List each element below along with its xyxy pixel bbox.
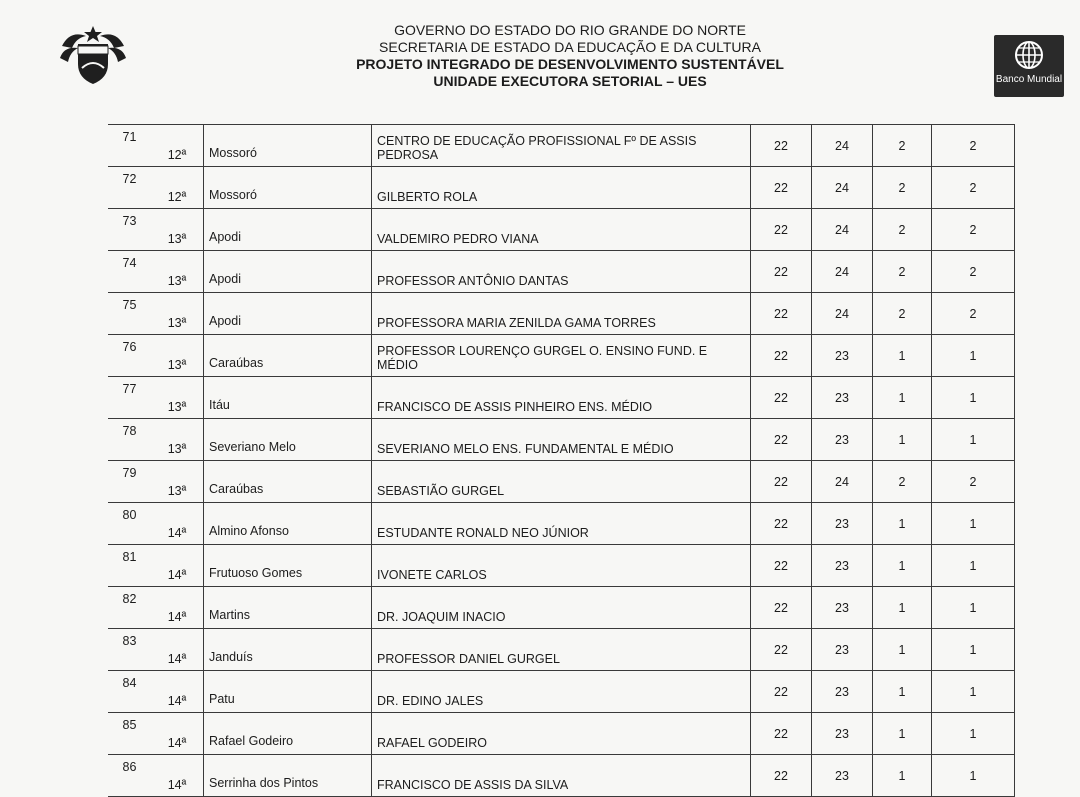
table-row [108,377,1015,419]
municipality-cell: Apodi [204,209,372,251]
document-header [0,0,1080,110]
regional-directorate-cell: 13ª [151,251,204,293]
school-name-cell: PROFESSOR DANIEL GURGEL [372,629,751,671]
value-2-cell: 24 [812,125,873,167]
school-name-cell: FRANCISCO DE ASSIS DA SILVA [372,755,751,797]
value-3-cell: 1 [873,755,932,797]
municipality-cell: Martins [204,587,372,629]
school-name-cell: VALDEMIRO PEDRO VIANA [372,209,751,251]
value-4-cell: 1 [932,671,1015,713]
row-number-cell: 75 [108,293,151,335]
value-4-cell: 2 [932,251,1015,293]
regional-directorate-cell: 12ª [151,167,204,209]
value-2-cell: 23 [812,587,873,629]
row-number-cell: 73 [108,209,151,251]
school-name-cell: ESTUDANTE RONALD NEO JÚNIOR [372,503,751,545]
value-1-cell: 22 [751,209,812,251]
value-4-cell: 2 [932,209,1015,251]
table-row [108,125,1015,167]
value-4-cell: 1 [932,503,1015,545]
regional-directorate-cell: 12ª [151,125,204,167]
value-2-cell: 24 [812,209,873,251]
value-3-cell: 1 [873,377,932,419]
value-3-cell: 2 [873,293,932,335]
table-row [108,587,1015,629]
regional-directorate-cell: 14ª [151,503,204,545]
table-row [108,209,1015,251]
value-3-cell: 1 [873,503,932,545]
municipality-cell: Patu [204,671,372,713]
value-1-cell: 22 [751,419,812,461]
school-name-cell: CENTRO DE EDUCAÇÃO PROFISSIONAL Fº DE ASSIS PEDROSA [372,125,751,167]
value-2-cell: 23 [812,671,873,713]
municipality-cell: Mossoró [204,125,372,167]
municipality-cell: Apodi [204,251,372,293]
value-1-cell: 22 [751,755,812,797]
municipality-cell: Severiano Melo [204,419,372,461]
table-row [108,335,1015,377]
school-name-cell: SEVERIANO MELO ENS. FUNDAMENTAL E MÉDIO [372,419,751,461]
value-1-cell: 22 [751,125,812,167]
regional-directorate-cell: 14ª [151,671,204,713]
school-name-cell: PROFESSORA MARIA ZENILDA GAMA TORRES [372,293,751,335]
regional-directorate-cell: 13ª [151,461,204,503]
row-number-cell: 72 [108,167,151,209]
value-1-cell: 22 [751,461,812,503]
table-row [108,419,1015,461]
regional-directorate-cell: 14ª [151,713,204,755]
value-4-cell: 1 [932,629,1015,671]
value-4-cell: 1 [932,755,1015,797]
municipality-cell: Serrinha dos Pintos [204,755,372,797]
value-1-cell: 22 [751,713,812,755]
header-line-project: PROJETO INTEGRADO DE DESENVOLVIMENTO SUSTENTÁVEL [356,56,784,72]
value-2-cell: 23 [812,629,873,671]
header-text-block [340,22,800,90]
row-number-cell: 71 [108,125,151,167]
table-row [108,671,1015,713]
value-4-cell: 2 [932,167,1015,209]
value-4-cell: 1 [932,377,1015,419]
regional-directorate-cell: 14ª [151,587,204,629]
municipality-cell: Frutuoso Gomes [204,545,372,587]
value-3-cell: 2 [873,125,932,167]
school-name-cell: FRANCISCO DE ASSIS PINHEIRO ENS. MÉDIO [372,377,751,419]
rn-state-crest-logo [56,24,130,88]
row-number-cell: 77 [108,377,151,419]
municipality-cell: Itáu [204,377,372,419]
value-2-cell: 24 [812,293,873,335]
school-name-cell: RAFAEL GODEIRO [372,713,751,755]
table-row [108,503,1015,545]
value-3-cell: 1 [873,335,932,377]
municipality-cell: Caraúbas [204,335,372,377]
value-2-cell: 23 [812,545,873,587]
row-number-cell: 79 [108,461,151,503]
regional-directorate-cell: 14ª [151,545,204,587]
regional-directorate-cell: 13ª [151,209,204,251]
schools-table-body [108,125,1015,797]
value-1-cell: 22 [751,167,812,209]
value-1-cell: 22 [751,335,812,377]
table-row [108,713,1015,755]
value-2-cell: 23 [812,503,873,545]
school-name-cell: DR. EDINO JALES [372,671,751,713]
regional-directorate-cell: 13ª [151,377,204,419]
schools-table [108,124,1015,797]
value-2-cell: 23 [812,419,873,461]
row-number-cell: 74 [108,251,151,293]
table-row [108,629,1015,671]
regional-directorate-cell: 14ª [151,755,204,797]
value-1-cell: 22 [751,545,812,587]
value-3-cell: 1 [873,713,932,755]
municipality-cell: Rafael Godeiro [204,713,372,755]
value-1-cell: 22 [751,377,812,419]
globe-icon [1014,40,1044,70]
header-line-government: GOVERNO DO ESTADO DO RIO GRANDE DO NORTE [394,22,746,38]
value-3-cell: 1 [873,629,932,671]
table-row [108,755,1015,797]
row-number-cell: 84 [108,671,151,713]
table-row [108,461,1015,503]
value-3-cell: 1 [873,671,932,713]
world-bank-logo [994,35,1064,97]
value-2-cell: 23 [812,335,873,377]
school-name-cell: IVONETE CARLOS [372,545,751,587]
value-4-cell: 2 [932,461,1015,503]
table-row [108,251,1015,293]
value-1-cell: 22 [751,671,812,713]
value-1-cell: 22 [751,629,812,671]
regional-directorate-cell: 13ª [151,419,204,461]
regional-directorate-cell: 14ª [151,629,204,671]
table-row [108,293,1015,335]
value-3-cell: 1 [873,419,932,461]
value-3-cell: 2 [873,461,932,503]
value-4-cell: 1 [932,713,1015,755]
value-3-cell: 2 [873,251,932,293]
school-name-cell: PROFESSOR LOURENÇO GURGEL O. ENSINO FUND. E MÉDIO [372,335,751,377]
world-bank-label: Banco Mundial [995,74,1063,85]
value-4-cell: 2 [932,293,1015,335]
value-1-cell: 22 [751,503,812,545]
value-3-cell: 1 [873,545,932,587]
municipality-cell: Apodi [204,293,372,335]
row-number-cell: 76 [108,335,151,377]
header-line-unit: UNIDADE EXECUTORA SETORIAL – UES [433,73,707,89]
value-1-cell: 22 [751,251,812,293]
value-2-cell: 24 [812,461,873,503]
row-number-cell: 83 [108,629,151,671]
municipality-cell: Janduís [204,629,372,671]
school-name-cell: SEBASTIÃO GURGEL [372,461,751,503]
value-4-cell: 1 [932,419,1015,461]
value-3-cell: 2 [873,167,932,209]
municipality-cell: Mossoró [204,167,372,209]
regional-directorate-cell: 13ª [151,293,204,335]
table-row [108,167,1015,209]
value-1-cell: 22 [751,587,812,629]
school-name-cell: GILBERTO ROLA [372,167,751,209]
value-2-cell: 23 [812,755,873,797]
row-number-cell: 86 [108,755,151,797]
municipality-cell: Caraúbas [204,461,372,503]
row-number-cell: 85 [108,713,151,755]
row-number-cell: 78 [108,419,151,461]
value-2-cell: 24 [812,251,873,293]
school-name-cell: DR. JOAQUIM INACIO [372,587,751,629]
table-row [108,545,1015,587]
row-number-cell: 81 [108,545,151,587]
value-2-cell: 23 [812,713,873,755]
value-1-cell: 22 [751,293,812,335]
row-number-cell: 80 [108,503,151,545]
value-4-cell: 1 [932,335,1015,377]
regional-directorate-cell: 13ª [151,335,204,377]
value-4-cell: 2 [932,125,1015,167]
value-4-cell: 1 [932,545,1015,587]
school-name-cell: PROFESSOR ANTÔNIO DANTAS [372,251,751,293]
value-3-cell: 1 [873,587,932,629]
value-2-cell: 24 [812,167,873,209]
value-2-cell: 23 [812,377,873,419]
value-3-cell: 2 [873,209,932,251]
header-line-secretariat: SECRETARIA DE ESTADO DA EDUCAÇÃO E DA CULTURA [379,39,761,55]
value-4-cell: 1 [932,587,1015,629]
row-number-cell: 82 [108,587,151,629]
municipality-cell: Almino Afonso [204,503,372,545]
